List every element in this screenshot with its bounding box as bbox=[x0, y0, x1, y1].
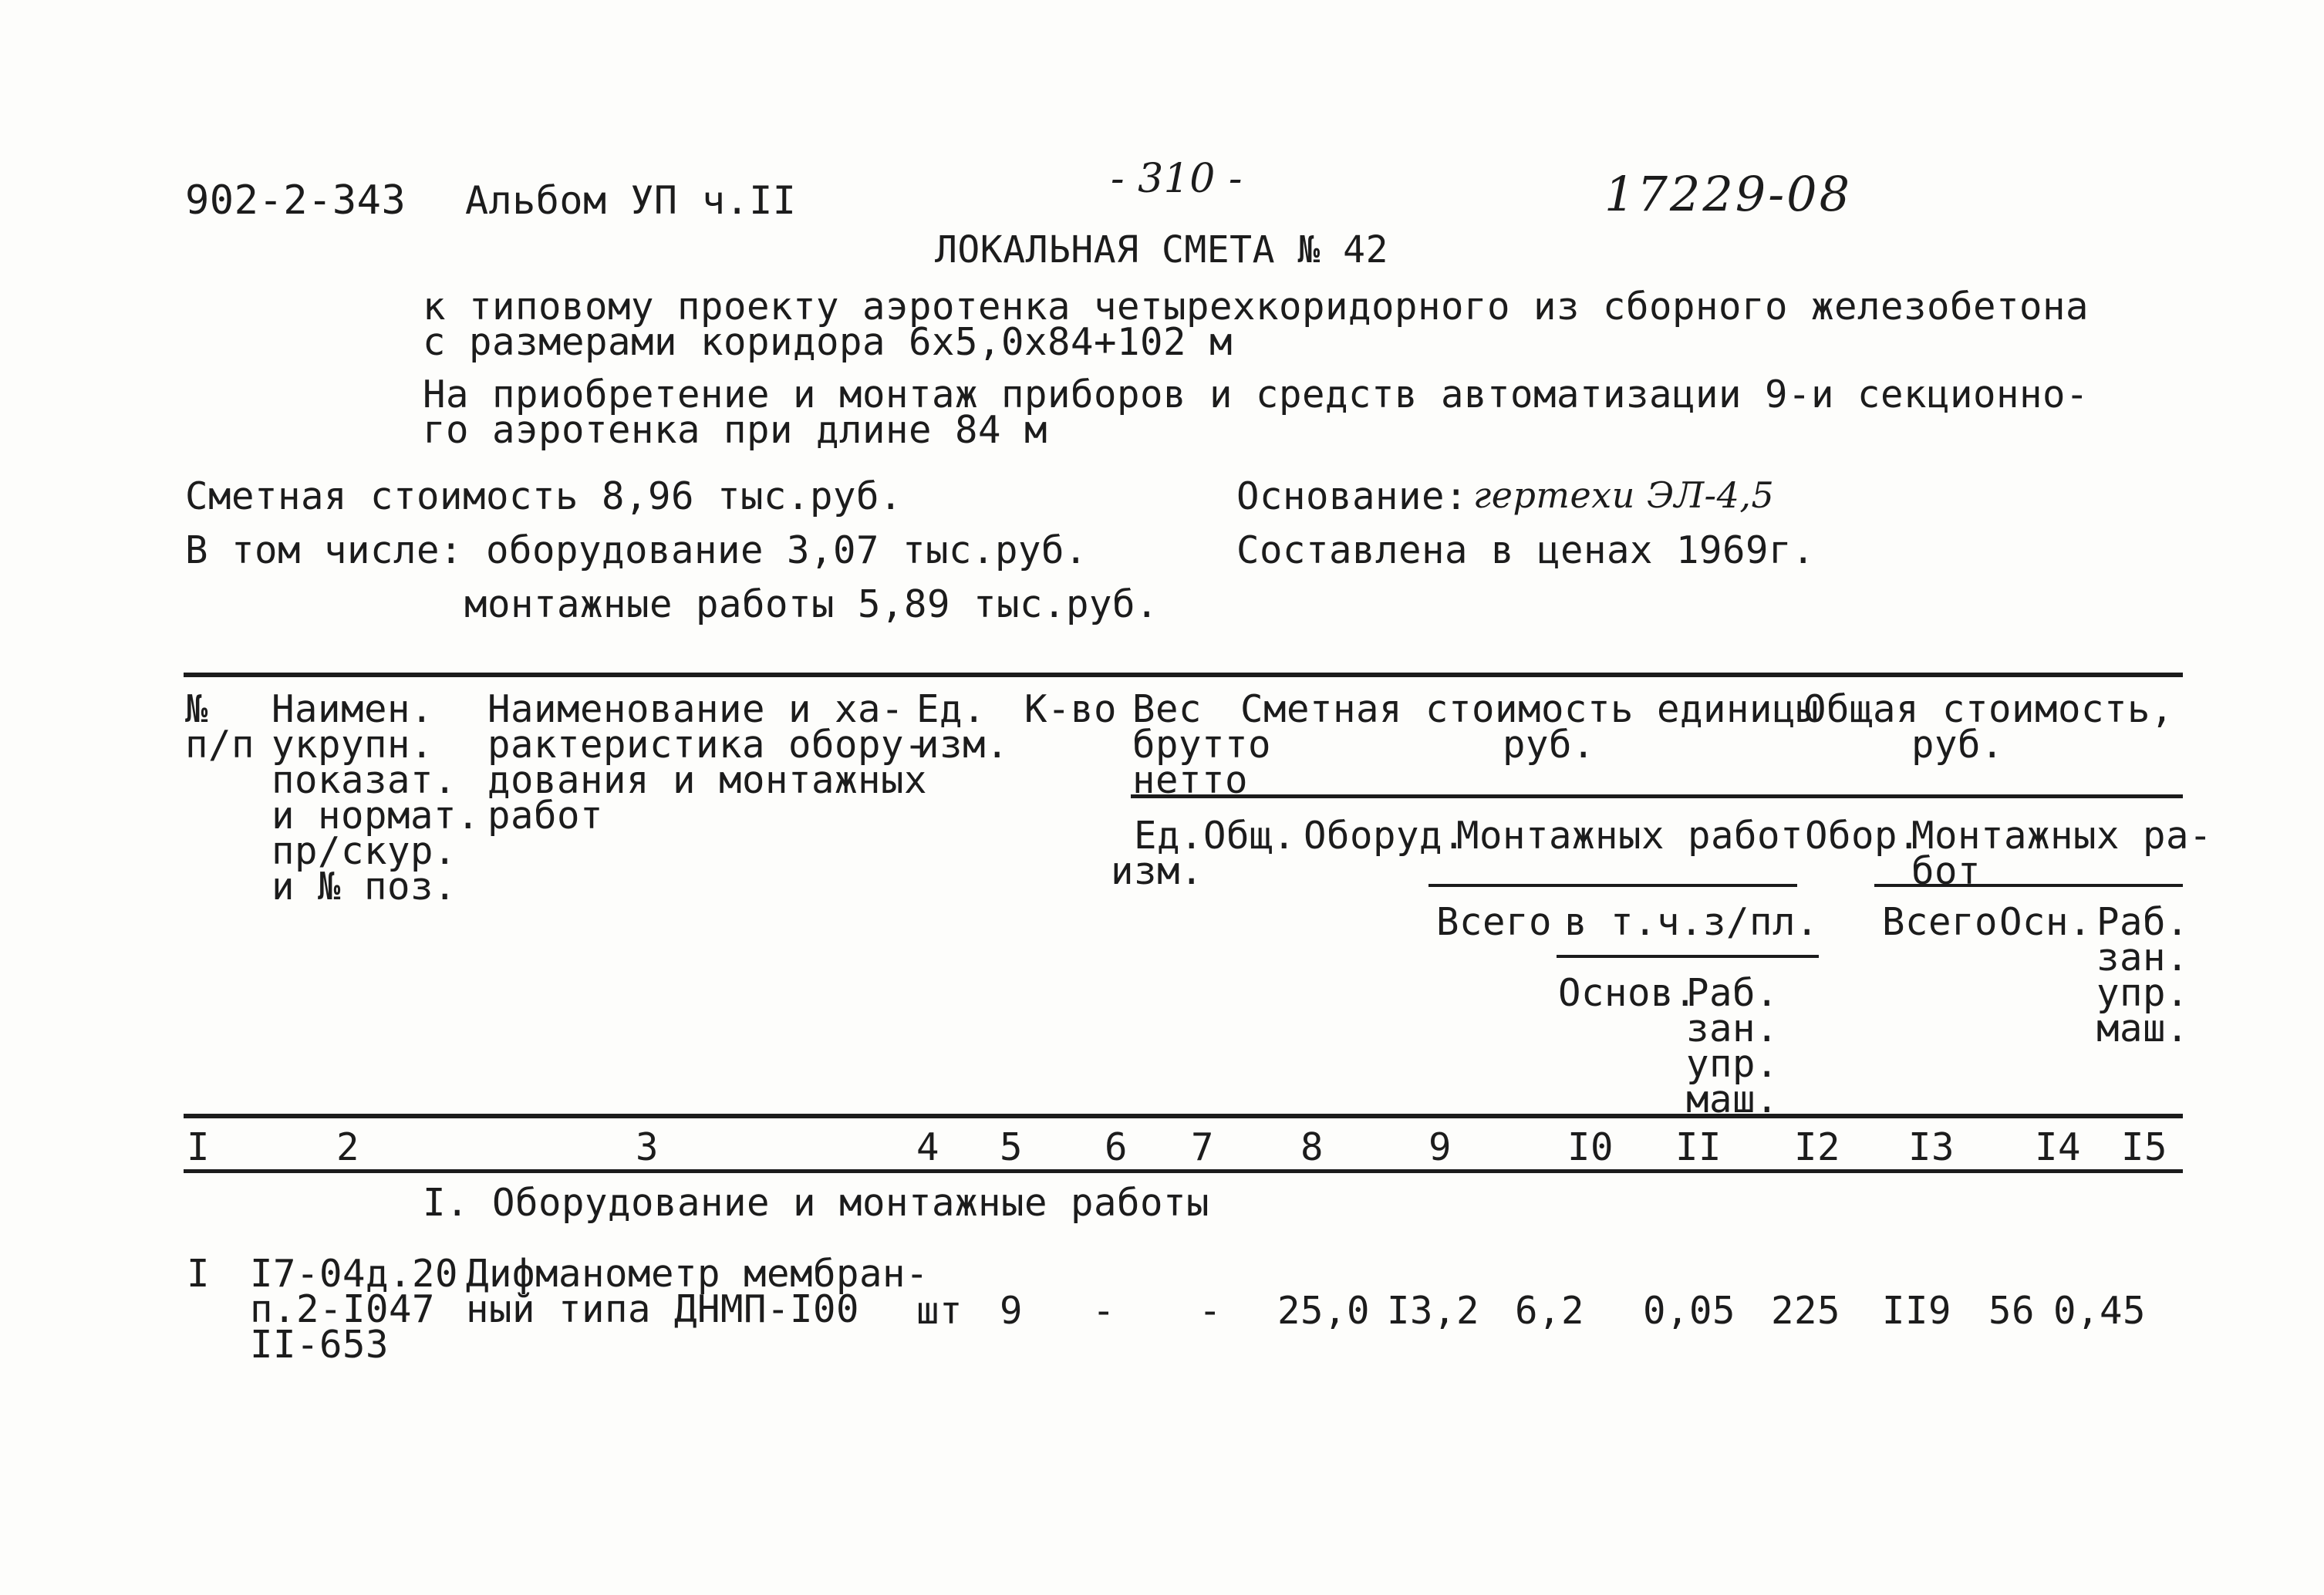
incl-wages-header: в т.ч.з/пл. bbox=[1564, 900, 1820, 944]
install-total-header-line1: Монтажных ра- bbox=[1911, 814, 2213, 858]
project-line-2: с размерами коридора 6х5,0х84+102 м bbox=[423, 320, 1233, 364]
col3-header-line1: Наименование и ха- bbox=[487, 687, 905, 731]
machine-total-header-line3: упр. bbox=[2096, 971, 2190, 1015]
purpose-line-2: го аэротенка при длине 84 м bbox=[423, 408, 1048, 452]
row-machine-total: 0,45 bbox=[2053, 1289, 2147, 1333]
unit-cost-header-line1: Сметная стоимость единицы bbox=[1240, 687, 1820, 731]
row-code-line3: II-653 bbox=[250, 1323, 390, 1367]
unit-cost-header-line2: руб. bbox=[1503, 723, 1596, 767]
col6-header-line1: Вес bbox=[1132, 687, 1202, 731]
column-number: 6 bbox=[1105, 1125, 1128, 1169]
col6-sub-header-line1: Ед. bbox=[1134, 814, 1204, 858]
col2-header-line2: укрупн. bbox=[272, 723, 434, 767]
header-sub-rule-1 bbox=[1131, 794, 2183, 798]
column-number: I5 bbox=[2121, 1125, 2168, 1169]
page-number: - 310 - bbox=[1111, 156, 1243, 202]
column-number: II bbox=[1675, 1125, 1722, 1169]
row-equip-cost: 25,0 bbox=[1277, 1289, 1371, 1333]
summary-equipment: В том числе: оборудование 3,07 тыс.руб. bbox=[185, 528, 1088, 572]
total-cost-header-line2: руб. bbox=[1911, 723, 2005, 767]
section-title: I. Оборудование и монтажные работы bbox=[423, 1181, 1210, 1225]
basic-header: Основ. bbox=[1558, 971, 1698, 1015]
row-number: I bbox=[187, 1252, 211, 1296]
prices-basis: Составлена в ценах 1969г. bbox=[1236, 528, 1816, 572]
column-number: I bbox=[187, 1125, 211, 1169]
col5-header: К-во bbox=[1024, 687, 1118, 731]
machine-total-header-line4: маш. bbox=[2096, 1007, 2190, 1050]
col6-header-line2: брутто bbox=[1132, 723, 1272, 767]
row-code-line2: п.2-I047 bbox=[250, 1287, 436, 1331]
column-number: 5 bbox=[1000, 1125, 1024, 1169]
row-equip-total: 225 bbox=[1771, 1289, 1841, 1333]
row-install-total: II9 bbox=[1882, 1289, 1952, 1333]
column-number: 2 bbox=[336, 1125, 360, 1169]
column-number: 7 bbox=[1191, 1125, 1215, 1169]
column-numbers-rule bbox=[184, 1169, 2183, 1173]
row-install-basic: 6,2 bbox=[1515, 1289, 1585, 1333]
col4-header-line2: изм. bbox=[916, 723, 1010, 767]
row-weight-total: - bbox=[1199, 1289, 1223, 1333]
column-number: 9 bbox=[1428, 1125, 1452, 1169]
install-total-header-line2: бот bbox=[1911, 849, 1982, 893]
row-basic-total: 56 bbox=[1988, 1289, 2036, 1333]
row-name-line1: Дифманометр мембран- bbox=[466, 1252, 929, 1296]
install-all-total-header: Всего bbox=[1882, 900, 1999, 944]
equip-total-header: Обор. bbox=[1805, 814, 1921, 858]
column-number: 8 bbox=[1300, 1125, 1324, 1169]
table-top-rule bbox=[184, 673, 2183, 677]
purpose-line-1: На приобретение и монтаж приборов и средств автоматизации 9-и секционно- bbox=[423, 373, 2090, 416]
machine-total-header-line2: зан. bbox=[2096, 936, 2190, 980]
header-sub-rule-2a bbox=[1428, 884, 1797, 887]
install-all-header: Всего bbox=[1436, 900, 1553, 944]
column-number: I2 bbox=[1794, 1125, 1841, 1169]
page-title: ЛОКАЛЬНАЯ СМЕТА № 42 bbox=[935, 228, 1388, 271]
column-number: 4 bbox=[916, 1125, 940, 1169]
col2-header-line1: Наимен. bbox=[272, 687, 434, 731]
col6-header-line3: нетто bbox=[1132, 758, 1249, 802]
row-code-line1: I7-04д.20 bbox=[250, 1252, 459, 1296]
machine-total-header-line1: Раб. bbox=[2096, 900, 2190, 944]
basis-value: гертехи ЭЛ-4,5 bbox=[1473, 474, 1775, 516]
basic-total-header: Осн. bbox=[1999, 900, 2093, 944]
install-header: Монтажных работ bbox=[1456, 814, 1804, 858]
col3-header-line3: дования и монтажных bbox=[487, 758, 928, 802]
col2-header-line5: пр/скур. bbox=[272, 829, 457, 873]
col2-header-line6: и № поз. bbox=[272, 865, 457, 909]
album-label: Альбом УП bbox=[465, 178, 678, 223]
col3-header-line2: рактеристика обору- bbox=[487, 723, 928, 767]
column-number: I0 bbox=[1567, 1125, 1614, 1169]
basis-label: Основание: bbox=[1236, 474, 1469, 518]
machine-header-line2: зан. bbox=[1686, 1007, 1779, 1050]
equip-header: Оборуд. bbox=[1304, 814, 1466, 858]
doc-code: 902-2-343 bbox=[185, 177, 406, 224]
column-number: 3 bbox=[636, 1125, 659, 1169]
row-name-line2: ный типа ДНМП-I00 bbox=[466, 1287, 860, 1331]
project-line-1: к типовому проекту аэротенка четырехкоридорного из сборного железобетона bbox=[423, 285, 2090, 329]
row-install-all: I3,2 bbox=[1387, 1289, 1480, 1333]
col2-header-line3: показат. bbox=[272, 758, 457, 802]
col7-sub-header: Общ. bbox=[1203, 814, 1297, 858]
col2-header-line4: и нормат. bbox=[272, 794, 481, 838]
col1-header-line2: п/п bbox=[185, 723, 255, 767]
header-sub-rule-3 bbox=[1557, 955, 1819, 958]
col1-header-line1: № bbox=[185, 687, 209, 731]
machine-header-line1: Раб. bbox=[1686, 971, 1779, 1015]
row-quantity: 9 bbox=[1000, 1289, 1024, 1333]
part-label: ч.II bbox=[702, 178, 797, 223]
column-number: I4 bbox=[2035, 1125, 2082, 1169]
summary-cost: Сметная стоимость 8,96 тыс.руб. bbox=[185, 474, 903, 518]
total-cost-header-line1: Общая стоимость, bbox=[1803, 687, 2174, 731]
row-unit: шт bbox=[916, 1289, 963, 1333]
column-number: I3 bbox=[1908, 1125, 1955, 1169]
summary-installation: монтажные работы 5,89 тыс.руб. bbox=[464, 582, 1159, 626]
machine-header-line3: упр. bbox=[1686, 1042, 1779, 1086]
header-bottom-rule bbox=[184, 1114, 2183, 1118]
col4-header-line1: Ед. bbox=[916, 687, 987, 731]
registration-number: 17229-08 bbox=[1604, 166, 1853, 222]
col6-sub-header-line2: изм. bbox=[1111, 849, 1204, 893]
row-weight-unit: - bbox=[1092, 1289, 1116, 1333]
col3-header-line4: работ bbox=[487, 794, 604, 838]
machine-header-line4: маш. bbox=[1686, 1077, 1779, 1121]
row-install-machine: 0,05 bbox=[1643, 1289, 1736, 1333]
